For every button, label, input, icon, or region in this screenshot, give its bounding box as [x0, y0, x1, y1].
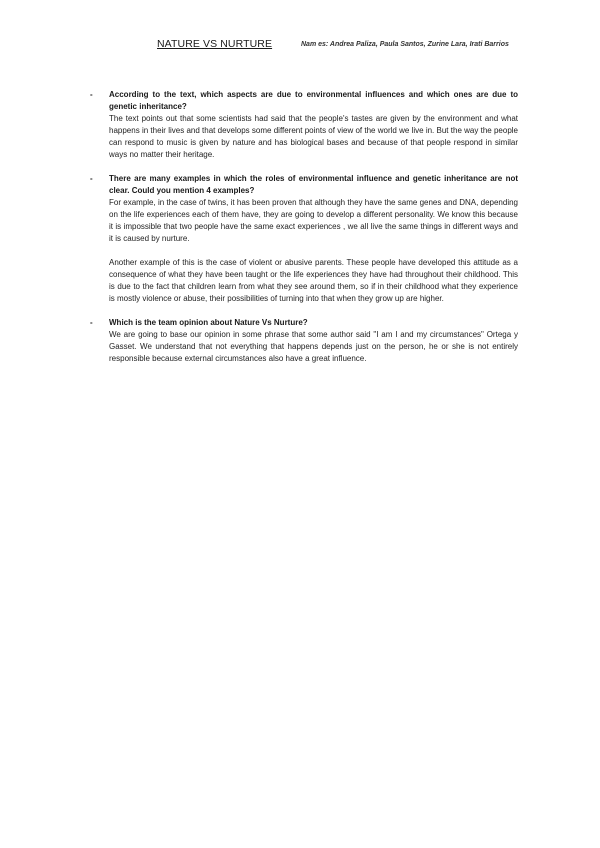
question-text: There are many examples in which the roles of environmental influence and genetic inheritance are not clear. Could you mention 4 examples? [109, 174, 518, 195]
author-names: Nam es: Andrea Paliza, Paula Santos, Zurine Lara, Irati Barrios [301, 41, 509, 48]
answer-paragraph: For example, in the case of twins, it has been proven that although they have the same genes and DNA, depending on the life experiences each of them have, they are going to develop a different personality. We know this because it is impossible that two people have the same exact experiences , we all live the same things in different ways and it is caused by nurture. [109, 198, 518, 243]
answer-paragraph: Another example of this is the case of violent or abusive parents. These people have developed this attitude as a consequence of what they have been taught or the life experiences they have had throughout their childhood. This is due to the fact that children learn from what they see around them, so if in their childhood what they experience is mostly violence or abuse, their possibilities of turning into that when they grow up are higher. [109, 258, 518, 303]
bullet-marker: - [90, 318, 93, 327]
document-title: NATURE VS NURTURE [157, 38, 273, 50]
document-header [157, 38, 537, 52]
bullet-marker: - [90, 174, 93, 183]
answer-paragraph: The text points out that some scientists had said that the people's tastes are given by the environment and what happens in their lives and that develops some different points of view of the world we live in. But the way the people can respond to music is given by nature and has biological bases and because of that people respond in similar ways no matter their heritage. [109, 114, 518, 159]
question-text: According to the text, which aspects are due to environmental influences and which ones are due to genetic inheritance? [109, 90, 518, 111]
bullet-marker: - [90, 90, 93, 99]
document-body [90, 89, 518, 377]
question-text: Which is the team opinion about Nature Vs Nurture? [109, 318, 308, 327]
question-section-1 [90, 89, 518, 161]
answer-paragraph: We are going to base our opinion in some phrase that some author said "I am I and my circumstances" Ortega y Gasset. We understand that not everything that happens depends just on the person, he or she is not entirely responsible because external circumstances also have a great influence. [109, 330, 518, 363]
question-section-3 [90, 317, 518, 365]
question-section-2 [90, 173, 518, 305]
